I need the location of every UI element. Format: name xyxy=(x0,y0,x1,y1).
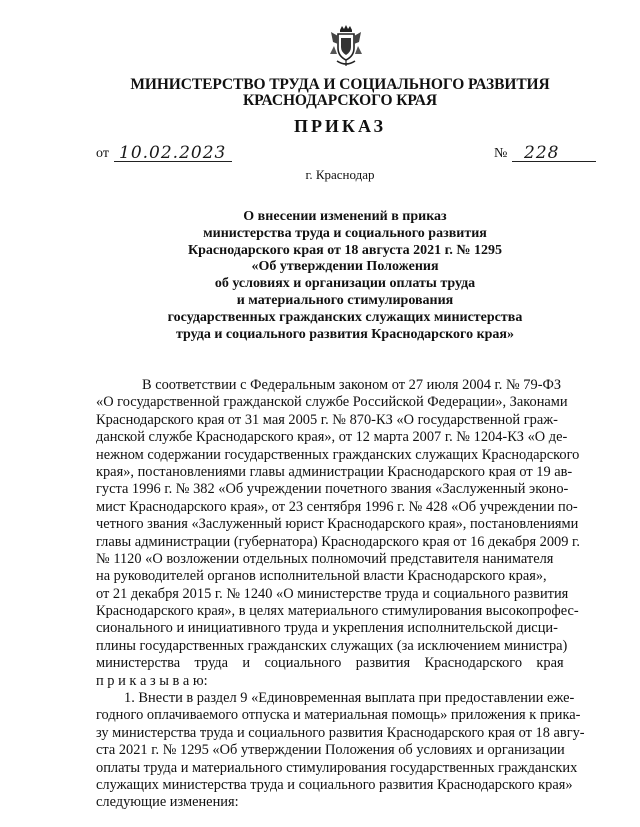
body-line: плины государственных гражданских служащих (за исключением министра) xyxy=(96,637,568,654)
body-line: служащих министерства труда и социального развития Краснодарского края» xyxy=(96,776,573,793)
body-line: данской службе Краснодарского края», от 12 марта 2007 г. № 1204-КЗ «О де- xyxy=(96,429,568,446)
body-line: Краснодарского края», в целях материального стимулирования высокопрофес- xyxy=(96,603,579,620)
body-line: п р и к а з ы в а ю: xyxy=(96,672,208,689)
body-line: В соответствии с Федеральным законом от 27 июля 2004 г. № 79-ФЗ xyxy=(142,377,562,393)
heading-line: труда и социального развития Краснодарского края» xyxy=(176,326,514,342)
body-line: следующие изменения: xyxy=(96,794,239,811)
body-line: густа 1996 г. № 382 «Об учреждении почетного звания «Заслуженный эконо- xyxy=(96,481,569,498)
number-prefix: № xyxy=(494,146,508,161)
ministry-name-line1: МИНИСТЕРСТВО ТРУДА И СОЦИАЛЬНОГО РАЗВИТИЯ xyxy=(130,76,550,93)
body-line: главы администрации (губернатора) Краснодарского края от 16 декабря 2009 г. xyxy=(96,533,580,550)
document-body xyxy=(96,377,604,812)
heading-line: «Об утверждении Положения xyxy=(251,259,439,275)
body-line: № 1120 «О возложении отдельных полномочий представителя нанимателя xyxy=(96,550,554,567)
body-line: на руководителей органов исполнительной власти Краснодарского края», xyxy=(96,568,547,585)
body-line: от 21 декабря 2015 г. № 1240 «О министерстве труда и социального развития xyxy=(96,585,569,602)
body-line: сионального и инициативного труда и укрепления исполнительской дисци- xyxy=(96,620,558,637)
heading-line: об условиях и организации оплаты труда xyxy=(214,276,476,292)
heading-line: Краснодарского края от 18 августа 2021 г. № 1295 xyxy=(187,242,502,258)
body-line: ста 2021 г. № 1295 «Об утверждении Положения об условиях и организации xyxy=(96,742,565,759)
date-prefix: от xyxy=(96,146,109,161)
body-line: министерства труда и социального развития Краснодарского края xyxy=(96,655,564,672)
body-line: оплаты труда и материального стимулирования государственных гражданских xyxy=(96,759,578,776)
city: г. Краснодар xyxy=(305,167,375,182)
ministry-name-line2: КРАСНОДАРСКОГО КРАЯ xyxy=(243,92,437,109)
heading-line: министерства труда и социального развития xyxy=(203,225,487,241)
body-line: нежном содержании государственных гражданских служащих Краснодарского xyxy=(96,446,580,463)
heading-line: О внесении изменений в приказ xyxy=(243,209,447,224)
body-line: 1. Внести в раздел 9 «Единовременная выплата при предоставлении еже- xyxy=(124,690,575,707)
body-line: «О государственной гражданской службе Российской Федерации», Законами xyxy=(96,394,568,411)
body-line: четного звания «Заслуженный юрист Краснодарского края», постановлениями xyxy=(96,516,579,533)
order-title: ПРИКАЗ xyxy=(293,116,387,136)
body-line: годного оплачиваемого отпуска и материальная помощь» приложения к прика- xyxy=(96,707,581,724)
date-handwritten: 10.02.2023 xyxy=(119,143,227,163)
coat-of-arms-icon xyxy=(329,24,363,68)
body-line: Краснодарского края от 31 мая 2005 г. № 870-КЗ «О государственной граж- xyxy=(96,411,558,428)
document-heading xyxy=(110,209,580,343)
heading-line: и материального стимулирования xyxy=(236,292,454,308)
body-line: зу министерства труда и социального развития Краснодарского края от 18 авгу- xyxy=(96,724,585,741)
heading-line: государственных гражданских служащих министерства xyxy=(167,309,523,325)
number-handwritten: 228 xyxy=(524,143,560,163)
body-line: края», постановлениями главы администрации Краснодарского края от 19 ав- xyxy=(96,463,573,480)
body-line: мист Краснодарского края», от 23 сентября 1996 г. № 428 «Об учреждении по- xyxy=(96,498,578,515)
